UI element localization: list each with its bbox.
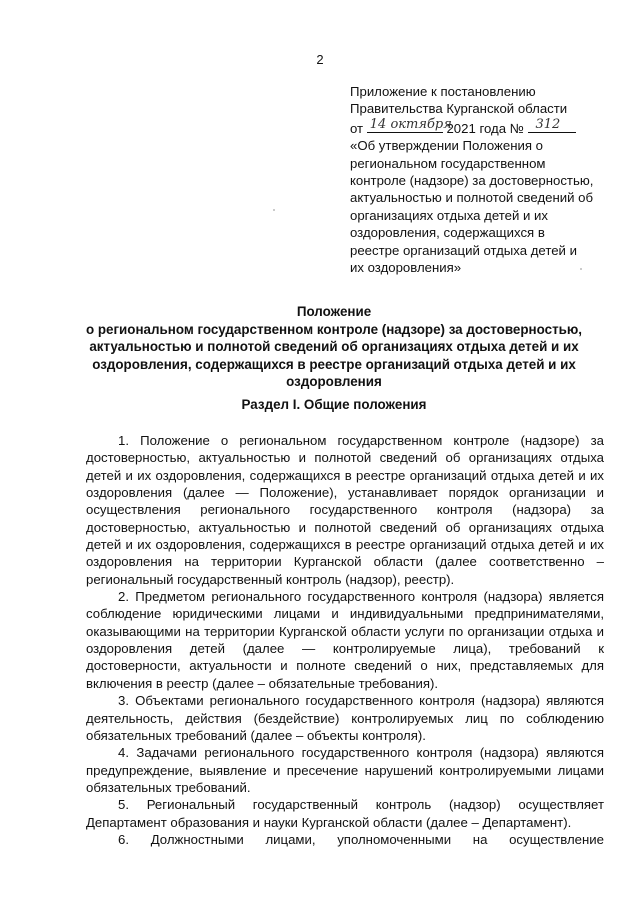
handwritten-date: 14 октября [369, 117, 452, 133]
handwritten-number: 312 [535, 117, 561, 133]
paragraph: 5. Региональный государственный контроль (надзор) осуществляет Департамент образования и науки Курганской области (далее – Департамент). [86, 797, 604, 830]
from-label: от [350, 120, 364, 136]
document-title [66, 303, 602, 391]
appendix-date-line [350, 118, 620, 137]
appendix-line: актуальностью и полнотой сведений об [350, 190, 594, 206]
appendix-line: оздоровления, содержащихся в [350, 225, 545, 241]
paragraph: 4. Задачами регионального государственного контроля (надзора) являются предупреждение, выявление и пресечение нарушений контролируемыми лицами обязательных требований. [86, 745, 604, 795]
appendix-line: Правительства Курганской области [350, 101, 568, 117]
year-text: 2021 года № [446, 120, 524, 136]
appendix-line: Приложение к постановлению [350, 84, 536, 99]
date-blank [367, 117, 452, 133]
scan-speck [580, 268, 582, 270]
appendix-line: «Об утверждении Положения о [350, 138, 543, 154]
appendix-line: региональном государственном [350, 155, 546, 171]
document-body [86, 432, 604, 848]
appendix-line: организациях отдыха детей и их [350, 207, 548, 223]
paragraph: 6. Должностными лицами, уполномоченными на осуществление [118, 831, 604, 847]
scan-speck [273, 209, 275, 211]
paragraph: 1. Положение о региональном государственном контроле (надзоре) за достоверностью, актуальностью и полнотой сведений об организациях отдыха детей и их оздоровления, содержащихся в реестре организаций отдыха детей и их оздоровления (далее — Положение), устанавливает порядок организации и осуществления регионального государственного контроля (надзора) за достоверностью, актуальностью и полнотой сведений об организациях отдыха детей и их оздоровления, содержащихся в реестре организаций отдыха детей и их оздоровления на территории Курганской области (далее соответственно – региональный государственный контроль (надзор), реестр). [86, 433, 604, 587]
section-title: Раздел I. Общие положения [241, 397, 427, 412]
appendix-line: контроле (надзоре) за достоверностью, [350, 173, 594, 189]
paragraph: 3. Объектами регионального государственного контроля (надзора) являются деятельность, действия (бездействие) контролируемых лиц по соблюдению обязательных требований (далее – объекты контроля). [86, 693, 604, 743]
number-blank [528, 118, 576, 133]
title-heading: Положение [296, 304, 372, 319]
title-subtitle: о региональном государственном контроле (надзоре) за достоверностью, актуальностью и полнотой сведений об организациях отдыха детей и их оздоровления, содержащихся в реестре организаций отдыха детей и их оздоровления [85, 321, 583, 390]
page-number: 2 [316, 52, 324, 67]
appendix-block [350, 83, 620, 276]
paragraph: 2. Предметом регионального государственного контроля (надзора) является соблюдение юридическими лицами и индивидуальными предпринимателями, оказывающими на территории Курганской области услуги по организации отдыха и оздоровления детей (далее — контролируемые лица), требований к достоверности, актуальности и полноте сведений о них, представляемых для включения в реестр (далее – обязательные требования). [86, 589, 604, 691]
appendix-line: реестре организаций отдыха детей и [350, 242, 577, 258]
appendix-line: их оздоровления» [350, 260, 462, 276]
